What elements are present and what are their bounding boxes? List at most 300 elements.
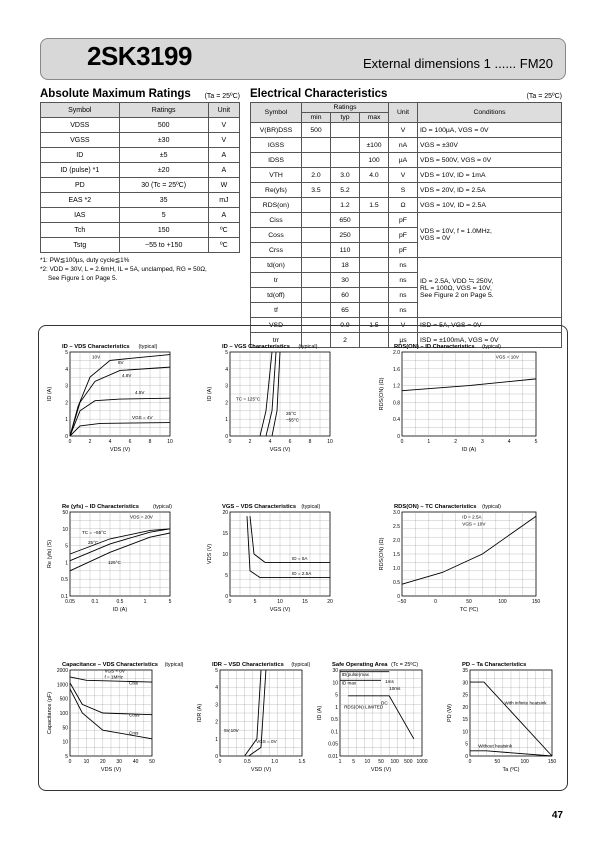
y-tick-label: 1.5 xyxy=(393,552,400,558)
curve-label: ID(pulse)max xyxy=(341,672,369,678)
x-axis-label: VGS (V) xyxy=(269,607,291,613)
typ-cell: 3.0 xyxy=(331,168,360,183)
curve-label: ID = 2.5A xyxy=(292,571,312,576)
y-tick-label: 10 xyxy=(62,739,68,746)
x-tick-label: 4 xyxy=(507,439,511,445)
min-cell xyxy=(302,228,331,243)
y-tick-label: 0 xyxy=(225,434,228,440)
graph-3 xyxy=(38,500,186,634)
curve-label: VGS = 10V xyxy=(495,354,519,360)
table-row xyxy=(251,153,562,168)
y-tick-label: 0 xyxy=(465,754,468,760)
y-tick-label: 500 xyxy=(59,696,68,703)
y-tick-label: 15 xyxy=(222,531,228,537)
graph-5 xyxy=(370,500,552,634)
curve-label: ID = 5A xyxy=(292,555,308,561)
sw-cond-1: ID = 2.5A, VDD ≒ 250V, xyxy=(420,277,494,285)
unit-cell: µA xyxy=(389,153,418,168)
symbol-cell: PD xyxy=(41,178,120,193)
max-cell: 1.5 xyxy=(360,198,389,213)
rating-cell: −55 to +150 xyxy=(119,238,208,253)
y-tick-label: 2 xyxy=(65,400,68,407)
graph-subtitle: (typical) xyxy=(482,504,501,510)
col-symbol: Symbol xyxy=(41,103,120,118)
y-axis-label: RDS(ON) (Ω) xyxy=(379,377,385,411)
min-cell xyxy=(302,258,331,273)
rating-cell: 5 xyxy=(119,208,208,223)
y-axis-label: ID (A) xyxy=(207,386,213,402)
y-tick-label: 5 xyxy=(65,543,68,550)
x-tick-label: 5 xyxy=(534,439,538,445)
note-2: *2: VDD = 30V, L = 2.6mH, IL = 5A, unclamped, RG = 50Ω, xyxy=(40,266,207,273)
y-tick-label: 4 xyxy=(215,685,218,692)
abs-max-notes xyxy=(40,256,240,283)
graph-title: Capacitance – VDS Characteristics xyxy=(62,662,159,668)
curve-label: Coss xyxy=(129,712,140,718)
rating-cell: 35 xyxy=(119,193,208,208)
y-tick-label: 0 xyxy=(215,754,218,760)
max-cell xyxy=(360,243,389,258)
y-tick-label: 1 xyxy=(225,417,228,424)
typ-cell: 250 xyxy=(331,228,360,243)
x-tick-label: 5 xyxy=(168,599,172,605)
min-cell xyxy=(302,213,331,228)
symbol-cell: VGSS xyxy=(41,133,120,148)
graph-subtitle: (typical) xyxy=(291,662,311,668)
x-axis-label: ID (A) xyxy=(112,607,128,613)
condition-cell: VGS = ±30V xyxy=(418,138,562,153)
y-tick-label: 0.05 xyxy=(328,741,338,748)
y-tick-label: 0 xyxy=(397,434,400,440)
unit-cell: ns xyxy=(389,288,418,303)
y-tick-label: 2000 xyxy=(56,668,68,674)
max-cell xyxy=(360,273,389,288)
y-tick-label: 4 xyxy=(225,366,228,373)
symbol-cell: trr xyxy=(251,333,302,348)
condition-cell: VGS = 10V, ID = 2.5A xyxy=(418,198,562,213)
symbol-cell: td(off) xyxy=(251,288,302,303)
col-unit: Unit xyxy=(208,103,239,118)
y-tick-label: 3.0 xyxy=(393,510,400,516)
typ-cell: 5.2 xyxy=(331,183,360,198)
y-tick-label: 0 xyxy=(65,434,68,440)
x-tick-label: 1000 xyxy=(416,759,428,765)
y-tick-label: 0.5 xyxy=(61,577,68,584)
y-tick-label: 3 xyxy=(65,383,68,390)
typ-cell: 30 xyxy=(331,273,360,288)
y-axis-label: RDS(ON) (Ω) xyxy=(379,537,385,571)
y-tick-label: 4 xyxy=(65,366,68,373)
typ-cell: 110 xyxy=(331,243,360,258)
curve-label: RDS(ON) LIMITED xyxy=(344,704,384,710)
graph-subtitle: (typical) xyxy=(482,344,501,350)
symbol-cell: Coss xyxy=(251,228,302,243)
col-ratings: Ratings xyxy=(119,103,208,118)
condition-cell: ID = 100µA, VGS = 0V xyxy=(418,123,562,138)
y-tick-label: 1.2 xyxy=(393,383,400,390)
typ-cell: 65 xyxy=(331,303,360,318)
x-tick-label: 10 xyxy=(327,439,333,445)
x-axis-label: Ta (ºC) xyxy=(502,767,520,773)
min-cell: 3.5 xyxy=(302,183,331,198)
y-tick-label: 20 xyxy=(462,704,468,711)
curve-label: Ciss xyxy=(129,680,138,686)
graph-subtitle: (typical) xyxy=(138,344,158,350)
condition-cell: ISD = 5A, VGS = 0V xyxy=(418,318,562,333)
table-row xyxy=(41,193,240,208)
min-cell xyxy=(302,198,331,213)
curve-label: ID = 2.5A xyxy=(462,514,482,520)
x-tick-label: 100 xyxy=(498,599,507,605)
unit-cell: µs xyxy=(389,333,418,348)
graph-title: Re (yfs) – ID Characteristics xyxy=(62,504,140,510)
typ-cell xyxy=(331,153,360,168)
y-axis-label: ID (A) xyxy=(317,705,323,721)
curve-label: TC = −55°C xyxy=(82,529,107,535)
condition-cell xyxy=(418,258,562,318)
typ-cell: 650 xyxy=(331,213,360,228)
col-symbol: Symbol xyxy=(251,103,302,123)
x-tick-label: 50 xyxy=(149,759,155,765)
graph-2 xyxy=(370,340,552,474)
y-tick-label: 3 xyxy=(225,383,228,390)
table-row xyxy=(251,168,562,183)
table-row xyxy=(251,123,562,138)
table-row xyxy=(251,213,562,228)
x-tick-label: 100 xyxy=(390,759,399,765)
y-tick-label: 30 xyxy=(462,680,468,687)
y-tick-label: 0.8 xyxy=(393,400,400,407)
max-cell xyxy=(360,303,389,318)
y-tick-label: 50 xyxy=(62,510,68,516)
col-max: max xyxy=(360,113,389,123)
unit-cell: ºC xyxy=(208,223,239,238)
graph-title: Safe Operating Area xyxy=(332,662,388,668)
y-axis-label: VDS (V) xyxy=(207,543,213,565)
y-tick-label: 10 xyxy=(62,526,68,533)
y-tick-label: 1 xyxy=(65,417,68,424)
y-axis-label: Capacitance (pF) xyxy=(47,691,53,735)
col-typ: typ xyxy=(331,113,360,123)
table-row xyxy=(41,133,240,148)
unit-cell: ns xyxy=(389,258,418,273)
max-cell xyxy=(360,228,389,243)
curve-label: VGS = 0V xyxy=(104,668,126,674)
graph-8 xyxy=(308,658,438,794)
table-row xyxy=(41,163,240,178)
col-conditions: Conditions xyxy=(418,103,562,123)
typ-cell: 2 xyxy=(331,333,360,348)
y-tick-label: 0.1 xyxy=(331,729,338,736)
curve-label: 10V xyxy=(92,354,101,360)
unit-cell: V xyxy=(389,168,418,183)
unit-cell: A xyxy=(208,208,239,223)
symbol-cell: Tch xyxy=(41,223,120,238)
elec-table xyxy=(250,102,562,348)
x-tick-label: 6 xyxy=(288,439,292,445)
y-tick-label: 0.4 xyxy=(393,417,400,424)
y-tick-label: 1 xyxy=(215,736,218,743)
symbol-cell: V(BR)DSS xyxy=(251,123,302,138)
x-axis-label: VGS (V) xyxy=(269,447,291,453)
symbol-cell: tr xyxy=(251,273,302,288)
max-cell xyxy=(360,258,389,273)
table-row xyxy=(41,178,240,193)
condition-cell: VDS = 10V, ID = 1mA xyxy=(418,168,562,183)
rating-cell: ±20 xyxy=(119,163,208,178)
y-tick-label: 1 xyxy=(335,704,338,711)
x-tick-label: 20 xyxy=(327,599,333,605)
min-cell: 2.0 xyxy=(302,168,331,183)
x-tick-label: −50 xyxy=(397,599,407,605)
x-tick-label: 50 xyxy=(378,759,384,765)
y-tick-label: 0.1 xyxy=(61,594,68,600)
y-tick-label: 0.5 xyxy=(331,717,338,724)
sw-cond-3: See Figure 2 on Page 5. xyxy=(420,291,494,299)
condition-cell: ISD = ±100mA, VGS = 0V xyxy=(418,333,562,348)
curve-label: 4.5V xyxy=(135,390,145,395)
unit-cell: V xyxy=(208,133,239,148)
y-tick-label: 0.5 xyxy=(393,580,400,586)
graph-subtitle: (typical) xyxy=(301,504,321,510)
curve-label: ID max xyxy=(341,680,357,686)
x-tick-label: 0 xyxy=(434,599,437,605)
x-tick-label: 0.1 xyxy=(91,599,99,605)
symbol-cell: IAS xyxy=(41,208,120,223)
typ-cell: 18 xyxy=(331,258,360,273)
graph-subtitle: (typical) xyxy=(164,662,184,668)
max-cell xyxy=(360,183,389,198)
unit-cell: pF xyxy=(389,213,418,228)
x-tick-label: 5 xyxy=(253,599,257,605)
unit-cell: nA xyxy=(389,138,418,153)
graph-4 xyxy=(198,500,346,634)
x-tick-label: 8 xyxy=(148,439,152,445)
y-tick-label: 5 xyxy=(225,350,228,356)
min-cell: 500 xyxy=(302,123,331,138)
header-banner xyxy=(40,38,566,80)
x-axis-label: VDS (V) xyxy=(100,767,122,773)
col-unit: Unit xyxy=(389,103,418,123)
y-tick-label: 50 xyxy=(62,725,68,732)
unit-cell: V xyxy=(389,318,418,333)
y-tick-label: 2.0 xyxy=(393,538,400,544)
y-tick-label: 5 xyxy=(225,573,228,579)
abs-max-table xyxy=(40,102,240,253)
min-cell xyxy=(302,303,331,318)
curve-label: VGS = 0V xyxy=(256,739,277,745)
unit-cell: Ω xyxy=(389,198,418,213)
unit-cell: A xyxy=(208,148,239,163)
y-tick-label: 1000 xyxy=(56,682,68,689)
symbol-cell: Crss xyxy=(251,243,302,258)
graph-title: ID – VGS Characteristics xyxy=(222,344,290,350)
symbol-cell: Ciss xyxy=(251,213,302,228)
symbol-cell: Re(yfs) xyxy=(251,183,302,198)
x-tick-label: 2 xyxy=(248,439,252,445)
y-tick-label: 3 xyxy=(215,702,218,709)
x-tick-label: 4 xyxy=(268,439,272,445)
abs-max-section xyxy=(40,88,240,283)
y-tick-label: 10 xyxy=(332,680,338,687)
y-tick-label: 0.01 xyxy=(328,754,338,760)
curve-label: VGS = 4V xyxy=(132,415,153,421)
y-tick-label: 5 xyxy=(65,754,68,760)
condition-cell: VDS = 20V, ID = 2.5A xyxy=(418,183,562,198)
col-min: min xyxy=(302,113,331,123)
graph-title: VGS – VDS Characteristics xyxy=(222,504,297,510)
max-cell: 100 xyxy=(360,153,389,168)
x-tick-label: 5 xyxy=(352,759,356,765)
x-axis-label: TC (ºC) xyxy=(459,607,479,613)
y-tick-label: 1.0 xyxy=(393,566,400,572)
symbol-cell: IGSS xyxy=(251,138,302,153)
unit-cell: ºC xyxy=(208,238,239,253)
curve-label: f = 1MHz xyxy=(104,674,123,680)
page-number: 47 xyxy=(551,810,563,821)
min-cell xyxy=(302,288,331,303)
note-3: See Figure 1 on Page 5. xyxy=(48,275,118,282)
graph-subtitle: (typical) xyxy=(153,504,172,510)
x-tick-label: 10 xyxy=(364,759,371,765)
table-row xyxy=(41,223,240,238)
part-number: 2SK3199 xyxy=(87,41,192,71)
x-tick-label: 0 xyxy=(68,439,72,445)
x-tick-label: 10 xyxy=(167,439,173,445)
curve-label: 25°C xyxy=(88,539,99,545)
y-tick-label: 2 xyxy=(225,400,228,407)
y-tick-label: 10 xyxy=(462,729,468,736)
curve-label: TC = 125°C xyxy=(236,396,261,402)
curve-label: 25°C xyxy=(286,411,297,416)
typ-cell xyxy=(331,123,360,138)
max-cell xyxy=(360,288,389,303)
x-tick-label: 100 xyxy=(520,759,529,765)
rating-cell: 500 xyxy=(119,118,208,133)
y-tick-label: 0 xyxy=(225,594,228,600)
curve-label: 6V xyxy=(118,359,124,365)
min-cell xyxy=(302,153,331,168)
unit-cell: mJ xyxy=(208,193,239,208)
graph-1 xyxy=(198,340,346,474)
unit-cell: ns xyxy=(389,273,418,288)
graph-9 xyxy=(438,658,568,794)
symbol-cell: tf xyxy=(251,303,302,318)
x-tick-label: 1.5 xyxy=(298,759,306,765)
table-row xyxy=(251,183,562,198)
unit-cell: A xyxy=(208,163,239,178)
graph-title: PD – Ta Characteristics xyxy=(462,662,527,668)
x-tick-label: 500 xyxy=(404,759,413,765)
rating-cell: ±5 xyxy=(119,148,208,163)
x-tick-label: 30 xyxy=(116,759,122,765)
cap-cond-1: VDS = 10V, f = 1.0MHz, xyxy=(420,228,492,235)
y-tick-label: 2 xyxy=(215,719,218,726)
x-axis-label: VDS (V) xyxy=(109,447,131,453)
x-tick-label: 0.5 xyxy=(243,759,251,765)
y-tick-label: 1.6 xyxy=(393,366,400,373)
curve-label: With infinite heatsink xyxy=(504,700,547,706)
symbol-cell: EAS *2 xyxy=(41,193,120,208)
x-tick-label: 0 xyxy=(218,759,222,765)
curve-label: VDS = 20V xyxy=(130,514,153,520)
max-cell xyxy=(360,123,389,138)
y-tick-label: 10 xyxy=(222,552,228,558)
table-row xyxy=(251,138,562,153)
curve-label: 1ms xyxy=(385,678,394,684)
symbol-cell: ID xyxy=(41,148,120,163)
elec-section xyxy=(250,88,562,348)
max-cell: 4.0 xyxy=(360,168,389,183)
x-tick-label: 50 xyxy=(466,599,472,605)
table-row xyxy=(251,198,562,213)
y-tick-label: 5 xyxy=(65,350,68,356)
y-tick-label: 2.0 xyxy=(393,350,400,356)
graph-subtitle: (Tc = 25ºC) xyxy=(391,662,419,668)
y-axis-label: PD (W) xyxy=(447,703,453,723)
x-tick-label: 0 xyxy=(228,599,232,605)
graph-title: IDR – VSD Characteristics xyxy=(212,662,284,668)
x-tick-label: 8 xyxy=(308,439,312,445)
unit-cell: V xyxy=(389,123,418,138)
x-tick-label: 1 xyxy=(427,439,431,445)
x-tick-label: 40 xyxy=(132,759,139,765)
max-cell xyxy=(360,213,389,228)
curve-label: DC xyxy=(381,700,388,706)
graph-7 xyxy=(188,658,318,794)
graph-title: RDS(ON) – ID Characteristics xyxy=(394,344,475,350)
max-cell: 1.5 xyxy=(360,318,389,333)
x-tick-label: 3 xyxy=(481,439,484,445)
x-tick-label: 0 xyxy=(68,759,72,765)
x-axis-label: VSD (V) xyxy=(250,767,272,773)
y-tick-label: 2.5 xyxy=(393,524,400,530)
condition-cell: VDS = 500V, VGS = 0V xyxy=(418,153,562,168)
sw-cond-2: RL = 100Ω, VGS = 10V, xyxy=(420,284,492,292)
y-axis-label: ID (A) xyxy=(47,386,53,402)
x-tick-label: 4 xyxy=(108,439,112,445)
x-tick-label: 6 xyxy=(128,439,132,445)
y-tick-label: 15 xyxy=(462,717,468,724)
unit-cell: V xyxy=(208,118,239,133)
table-row xyxy=(251,258,562,273)
y-tick-label: 20 xyxy=(222,510,228,516)
abs-max-title: Absolute Maximum Ratings xyxy=(40,88,191,100)
x-tick-label: 1.0 xyxy=(271,759,279,765)
max-cell: ±100 xyxy=(360,138,389,153)
x-tick-label: 0 xyxy=(228,439,232,445)
curve-label: Crss xyxy=(129,730,139,736)
x-tick-label: 10 xyxy=(83,759,90,765)
cap-cond-2: VGS = 0V xyxy=(420,235,451,242)
curve-label: Without heatsink xyxy=(478,743,513,749)
abs-max-ta: (Ta = 25ºC) xyxy=(204,93,240,100)
typ-cell: 0.9 xyxy=(331,318,360,333)
curve-label: 4.8V xyxy=(122,373,132,379)
symbol-cell: RDS(on) xyxy=(251,198,302,213)
y-tick-label: 25 xyxy=(462,692,468,699)
elec-title: Electrical Characteristics xyxy=(250,88,388,100)
graph-title: ID – VDS Characteristics xyxy=(62,344,130,350)
y-tick-label: 5 xyxy=(465,741,468,748)
y-tick-label: 0 xyxy=(397,594,400,600)
curve-label: 125°C xyxy=(108,560,121,566)
x-tick-label: 15 xyxy=(302,599,308,605)
curve-label: −55°C xyxy=(286,417,299,423)
x-tick-label: 1 xyxy=(143,599,147,605)
min-cell xyxy=(302,273,331,288)
y-tick-label: 100 xyxy=(59,711,68,717)
